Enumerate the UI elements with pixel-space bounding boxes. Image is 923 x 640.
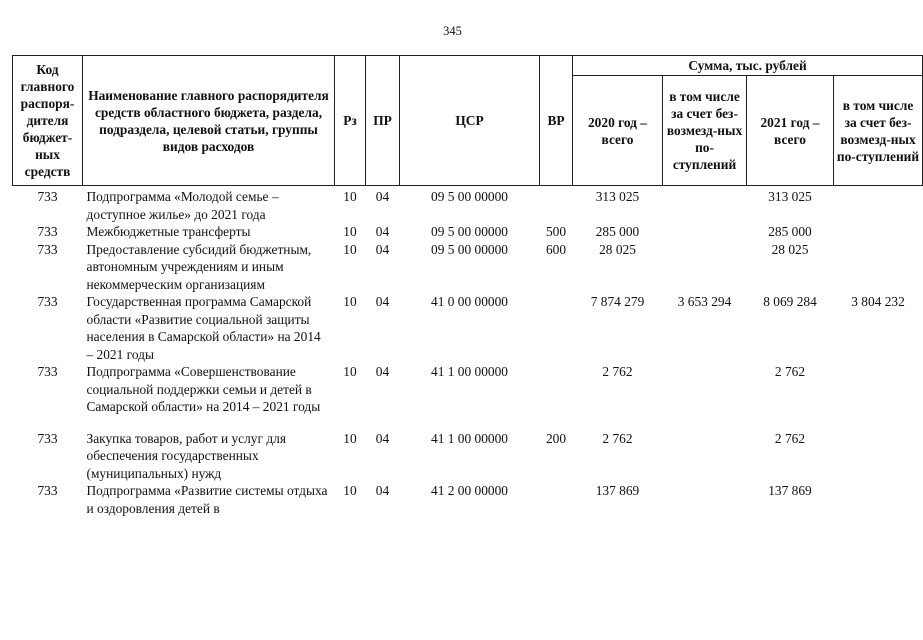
cell-csr: 09 5 00 00000 [431, 241, 508, 257]
cell-rz: 10 [343, 364, 357, 379]
cell-2020-total: 2 762 [602, 364, 633, 379]
cell-2021-total: 137 869 [768, 483, 812, 498]
cell-code: 733 [37, 189, 58, 204]
cell-name: Подпрограмма «Развитие системы отдыха и оздоровления детей в [86, 483, 328, 516]
header-csr: ЦСР [400, 56, 540, 186]
cell-rz: 10 [343, 294, 357, 309]
cell-2020-total: 137 869 [595, 483, 640, 498]
cell-2020-free [663, 186, 747, 224]
header-2020-free: в том числе за счет без-возмезд-ных по-ступлений [663, 76, 747, 186]
cell-pr: 04 [375, 294, 390, 309]
cell-name: Подпрограмма «Молодой семье – доступное жилье» до 2021 года [86, 189, 279, 222]
table-row [13, 186, 923, 224]
header-rz: Рз [335, 56, 366, 186]
cell-code: 733 [37, 241, 58, 257]
cell-vr [540, 293, 573, 363]
cell-rz: 10 [343, 189, 357, 204]
cell-csr: 09 5 00 00000 [431, 189, 508, 204]
cell-pr: 04 [375, 364, 390, 379]
cell-vr: 600 [545, 241, 567, 257]
cell-pr: 04 [375, 241, 390, 257]
cell-pr: 04 [375, 224, 390, 239]
cell-code: 733 [37, 483, 58, 498]
cell-csr: 41 1 00 00000 [431, 430, 508, 446]
cell-name: Предоставление субсидий бюджетным, автономным учреждениям и иным некоммерческим организациям [86, 241, 312, 292]
cell-2020-free [663, 430, 747, 483]
cell-vr [540, 186, 573, 224]
cell-code: 733 [37, 364, 58, 379]
header-sum-group: Сумма, тыс. рублей [573, 56, 923, 76]
cell-name: Государственная программа Самарской области «Развитие социальной защиты населения в Самарской области» на 2014 – 2021 годы [86, 294, 321, 362]
cell-2021-free [834, 430, 923, 483]
cell-2021-free [834, 482, 923, 517]
page-number: 345 [443, 24, 462, 38]
header-2021-free: в том числе за счет без-возмезд-ных по-ступлений [834, 76, 923, 186]
cell-2020-total: 2 762 [602, 430, 633, 446]
header-2020-total: 2020 год – всего [573, 76, 663, 186]
cell-2021-total: 285 000 [768, 224, 812, 239]
cell-code: 733 [37, 224, 58, 239]
cell-2021-total: 28 025 [771, 241, 809, 257]
cell-2021-total: 2 762 [774, 364, 806, 379]
header-pr: ПР [366, 56, 400, 186]
header-name: Наименование главного распорядителя средств областного бюджета, раздела, подраздела, целевой статьи, группы видов расходов [83, 56, 335, 186]
table-row [13, 223, 923, 241]
cell-2020-total: 313 025 [595, 189, 640, 204]
cell-2020-free [663, 482, 747, 517]
cell-name: Закупка товаров, работ и услуг для обеспечения государственных (муниципальных) нужд [86, 430, 286, 481]
cell-name: Подпрограмма «Совершенствование социальной поддержки семьи и детей в Самарской области» на 2014 – 2021 годы [86, 364, 321, 414]
cell-vr: 200 [545, 430, 567, 446]
cell-2020-free [663, 223, 747, 241]
table-row [13, 241, 923, 294]
cell-2021-total: 313 025 [768, 189, 812, 204]
cell-pr: 04 [375, 430, 390, 446]
cell-2021-total: 8 069 284 [763, 294, 817, 309]
table-row [13, 430, 923, 483]
cell-2020-free: 3 653 294 [677, 294, 732, 309]
table-row [13, 482, 923, 517]
cell-csr: 41 0 00 00000 [431, 294, 508, 309]
header-2021-total: 2021 год – всего [747, 76, 834, 186]
cell-vr [540, 363, 573, 430]
cell-2021-free [834, 241, 923, 294]
cell-2021-free [834, 186, 923, 224]
cell-code: 733 [37, 294, 58, 309]
cell-csr: 41 2 00 00000 [431, 483, 508, 498]
cell-vr: 500 [545, 224, 567, 239]
cell-2021-free [834, 223, 923, 241]
cell-rz: 10 [343, 430, 357, 446]
cell-2020-free [663, 363, 747, 430]
table-row [13, 293, 923, 363]
table-row [13, 363, 923, 430]
cell-2020-total: 28 025 [599, 241, 636, 257]
cell-csr: 41 1 00 00000 [431, 364, 508, 379]
cell-vr [540, 482, 573, 517]
cell-rz: 10 [343, 224, 357, 239]
cell-2021-total: 2 762 [774, 430, 806, 446]
cell-csr: 09 5 00 00000 [431, 224, 508, 239]
cell-code: 733 [37, 430, 58, 446]
cell-2020-total: 285 000 [595, 224, 640, 239]
cell-2020-total: 7 874 279 [590, 294, 645, 309]
cell-name: Межбюджетные трансферты [86, 224, 251, 239]
cell-2021-free: 3 804 232 [851, 294, 905, 309]
cell-pr: 04 [375, 483, 390, 498]
cell-rz: 10 [343, 241, 357, 257]
cell-rz: 10 [343, 483, 357, 498]
budget-table [12, 55, 923, 517]
cell-2020-free [663, 241, 747, 294]
header-vr: ВР [540, 56, 573, 186]
cell-2021-free [834, 363, 923, 430]
header-code: Код главного распоря-дителя бюджет-ных средств [13, 56, 83, 186]
cell-pr: 04 [375, 189, 390, 204]
